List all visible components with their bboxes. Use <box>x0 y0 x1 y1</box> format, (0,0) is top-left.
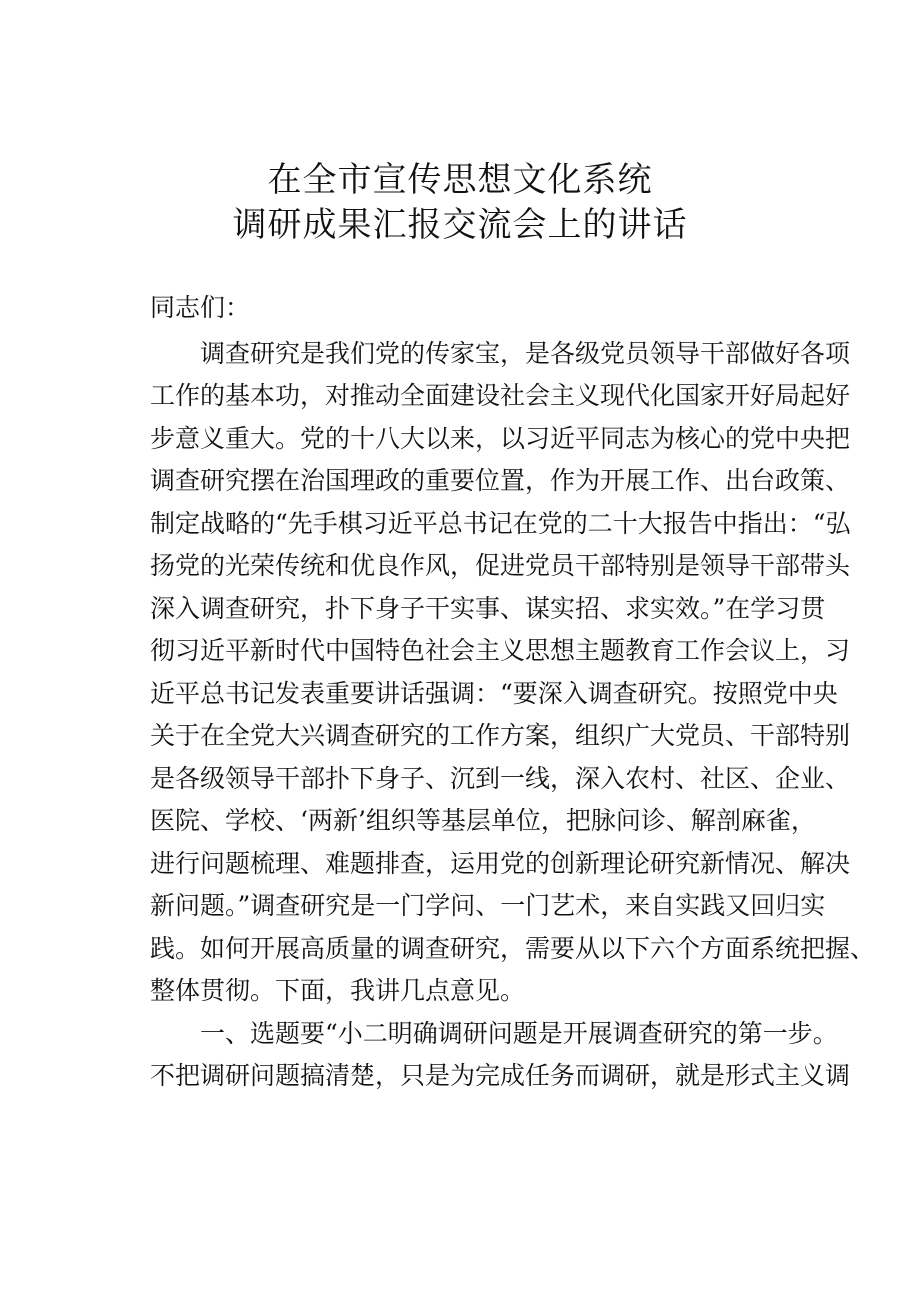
body-line: 是各级领导干部扑下身子、沉到一线，深入农村、社区、企业、 <box>150 764 851 793</box>
body-line: 近平总书记发表重要讲话强调：“要深入调查研究。按照党中央 <box>150 679 838 708</box>
body-line: 步意义重大。党的十八大以来，以习近平同志为核心的党中央把 <box>150 424 851 453</box>
document-title-line-2: 调研成果汇报交流会上的讲话 <box>232 205 688 245</box>
body-line: 践。如何开展高质量的调查研究，需要从以下六个方面系统把握、 <box>150 934 876 963</box>
body-line: 工作的基本功，对推动全面建设社会主义现代化国家开好局起好 <box>150 381 851 410</box>
body-line: 彻习近平新时代中国特色社会主义思想主题教育工作会议上，习 <box>150 636 851 665</box>
body-line: 整体贯彻。下面，我讲几点意见。 <box>150 976 526 1005</box>
body-line: 调查研究摆在治国理政的重要位置，作为开展工作、出台政策、 <box>150 466 851 495</box>
body-line: 制定战略的“先手棋习近平总书记在党的二十大报告中指出：“弘 <box>150 509 851 538</box>
body-line: 扬党的光荣传统和优良作风，促进党员干部特别是领导干部带头 <box>150 551 851 580</box>
body-line: 深入调查研究，扑下身子干实事、谋实招、求实效。”在学习贯 <box>150 594 826 623</box>
body-line: 调查研究是我们党的传家宝，是各级党员领导干部做好各项 <box>200 339 851 368</box>
body-line: 进行问题梳理、难题排查，运用党的创新理论研究新情况、解决 <box>150 849 851 878</box>
body-line: 关于在全党大兴调查研究的工作方案，组织广大党员、干部特别 <box>150 721 851 750</box>
salutation: 同志们： <box>150 293 251 322</box>
section-heading-line: 一、选题要“小二明确调研问题是开展调查研究的第一步。 <box>200 1019 838 1048</box>
body-line: 医院、学校、‘两新’组织等基层单位，把脉问诊、解剖麻雀， <box>150 806 816 835</box>
body-line: 不把调研问题搞清楚，只是为完成任务而调研，就是形式主义调 <box>150 1061 851 1090</box>
document-title-line-1: 在全市宣传思想文化系统 <box>267 160 653 200</box>
body-line: 新问题。”调查研究是一门学问、一门艺术，来自实践又回归实 <box>150 891 826 920</box>
